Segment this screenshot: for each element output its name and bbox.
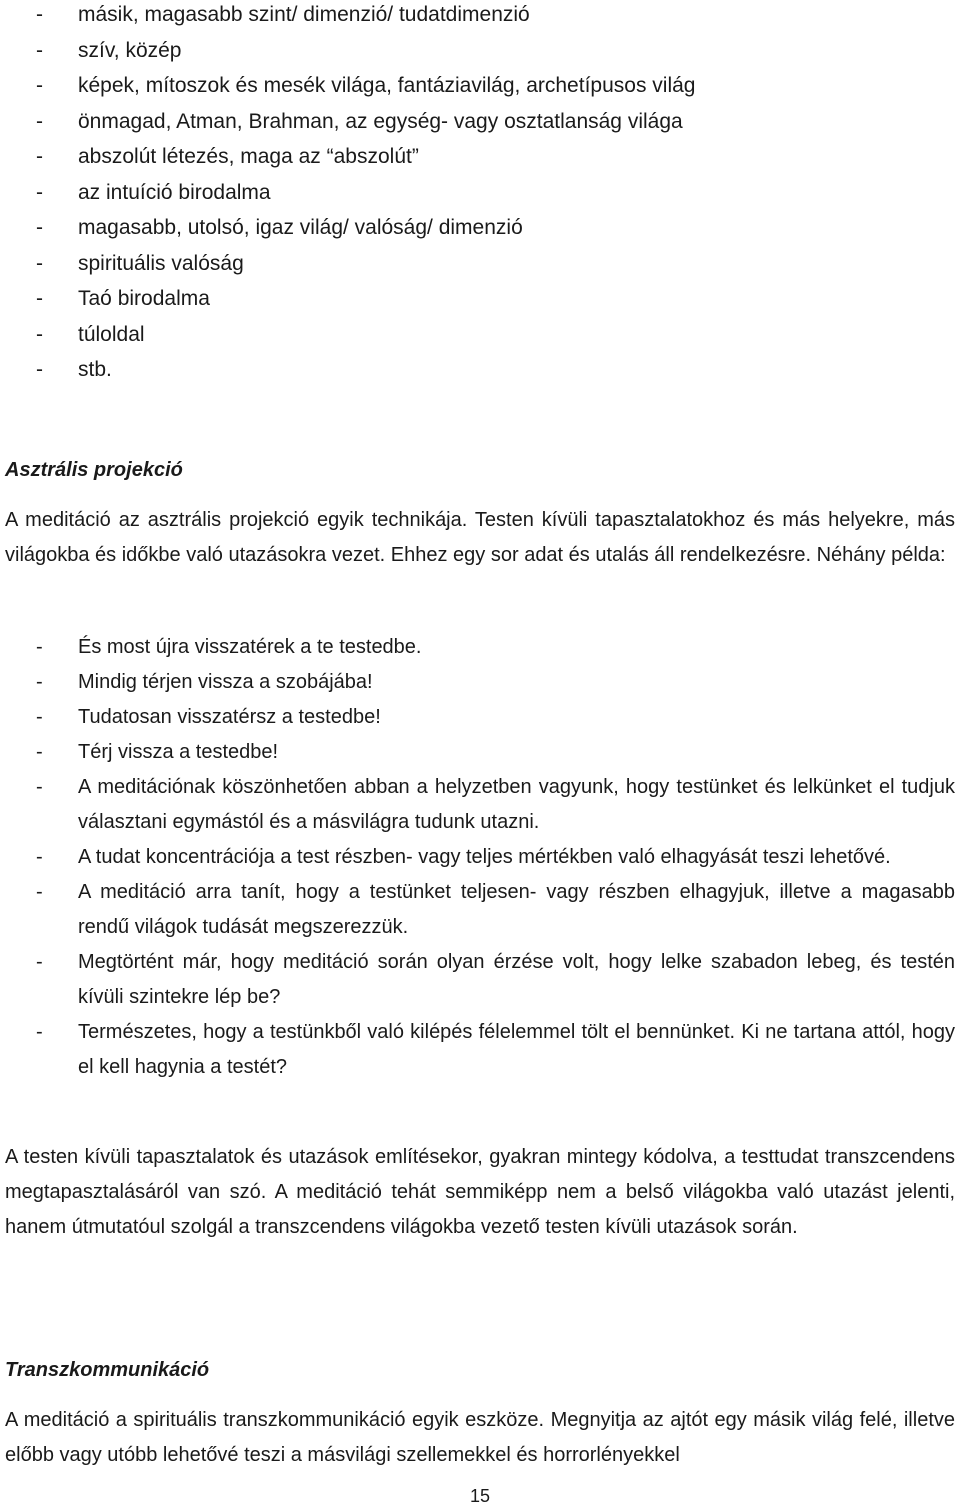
page-number: 15 — [469, 1486, 491, 1506]
list-item: - önmagad, Atman, Brahman, az egység- vagy osztatlanság világa — [0, 107, 960, 143]
bullet-dash: - — [36, 322, 43, 346]
list-item: - A meditáció arra tanít, hogy a testünket teljesen- vagy részben elhagyjuk, illetve a magasabb rendű világok tudását megszerezzük. — [0, 875, 960, 945]
list-item: - Tudatosan visszatérsz a testedbe! — [0, 700, 960, 735]
bullet-dash: - — [36, 1021, 43, 1043]
section-heading-astral: Asztrális projekció — [5, 459, 183, 481]
transcommunication-paragraph: A meditáció a spirituális transzkommunikáció egyik eszköze. Megnyitja az ajtót egy másik világ felé, illetve előbb vagy utóbb lehetővé teszi a másvilági szellemekkel és horrorlényekkel — [5, 1409, 955, 1466]
bullet-dash: - — [36, 951, 43, 973]
bullet-dash: - — [36, 216, 43, 239]
list-item: - Természetes, hogy a testünkből való kilépés félelemmel tölt el bennünket. Ki ne tartana attól, hogy el kell hagynia a testét? — [0, 1015, 960, 1085]
list-item: - Megtörtént már, hogy meditáció során olyan érzése volt, hogy lelke szabadon lebeg, és testén kívüli szintekre lép be? — [0, 945, 960, 1015]
astral-closing-paragraph: A testen kívüli tapasztalatok és utazások említésekor, gyakran mintegy kódolva, a testtudat transzcendens megtapasztalásáról van szó. A meditáció tehát semmiképp nem a belső világokba való utazást jelenti, hanem útmutatóul szolgál a transzcendens világokba vezető testen kívüli utazások során. — [5, 1146, 955, 1238]
list-item: - szív, közép — [0, 36, 960, 72]
list-item: - abszolút létezés, maga az “abszolút” — [0, 142, 960, 178]
bullet-dash: - — [36, 636, 43, 658]
bullet-dash: - — [36, 3, 43, 26]
list-item: - Taó birodalma — [0, 284, 960, 320]
bullet-dash: - — [36, 741, 43, 763]
bullet-dash: - — [36, 881, 43, 903]
list-item: - stb. — [0, 355, 960, 391]
astral-examples-list — [0, 630, 960, 1085]
bullet-dash: - — [36, 287, 43, 310]
bullet-dash: - — [36, 145, 43, 168]
bullet-dash: - — [36, 846, 43, 868]
list-item: - A tudat koncentrációja a test részben- vagy teljes mértékben való elhagyását teszi lehetővé. — [0, 840, 960, 875]
astral-intro-paragraph: A meditáció az asztrális projekció egyik technikája. Testen kívüli tapasztalatokhoz és más helyekre, más világokba és időkbe való utazásokra vezet. Ehhez egy sor adat és utalás áll rendelkezésre. Néhány példa: — [5, 509, 955, 566]
bullet-dash: - — [36, 38, 43, 62]
list-item: - Mindig térjen vissza a szobájába! — [0, 665, 960, 700]
bullet-dash: - — [36, 109, 43, 133]
bullet-dash: - — [36, 180, 43, 204]
bullet-dash: - — [36, 776, 43, 798]
concept-list — [0, 0, 960, 391]
list-item: - A meditációnak köszönhetően abban a helyzetben vagyunk, hogy testünket és lelkünket el tudjuk választani egymástól és a másvilágra tudunk utazni. — [0, 770, 960, 840]
bullet-dash: - — [36, 358, 43, 381]
list-item: - az intuíció birodalma — [0, 178, 960, 214]
list-item: - spirituális valóság — [0, 249, 960, 285]
bullet-dash: - — [36, 706, 43, 728]
list-item: - képek, mítoszok és mesék világa, fantáziavilág, archetípusos világ — [0, 71, 960, 107]
bullet-dash: - — [36, 671, 43, 693]
list-item: - És most újra visszatérek a te testedbe. — [0, 630, 960, 665]
bullet-dash: - — [36, 251, 43, 275]
list-item: - Térj vissza a testedbe! — [0, 735, 960, 770]
list-item: - másik, magasabb szint/ dimenzió/ tudatdimenzió — [0, 0, 960, 36]
section-heading-transcommunication: Transzkommunikáció — [5, 1359, 210, 1381]
bullet-dash: - — [36, 74, 43, 97]
list-item: - túloldal — [0, 320, 960, 356]
list-item: - magasabb, utolsó, igaz világ/ valóság/ dimenzió — [0, 213, 960, 249]
